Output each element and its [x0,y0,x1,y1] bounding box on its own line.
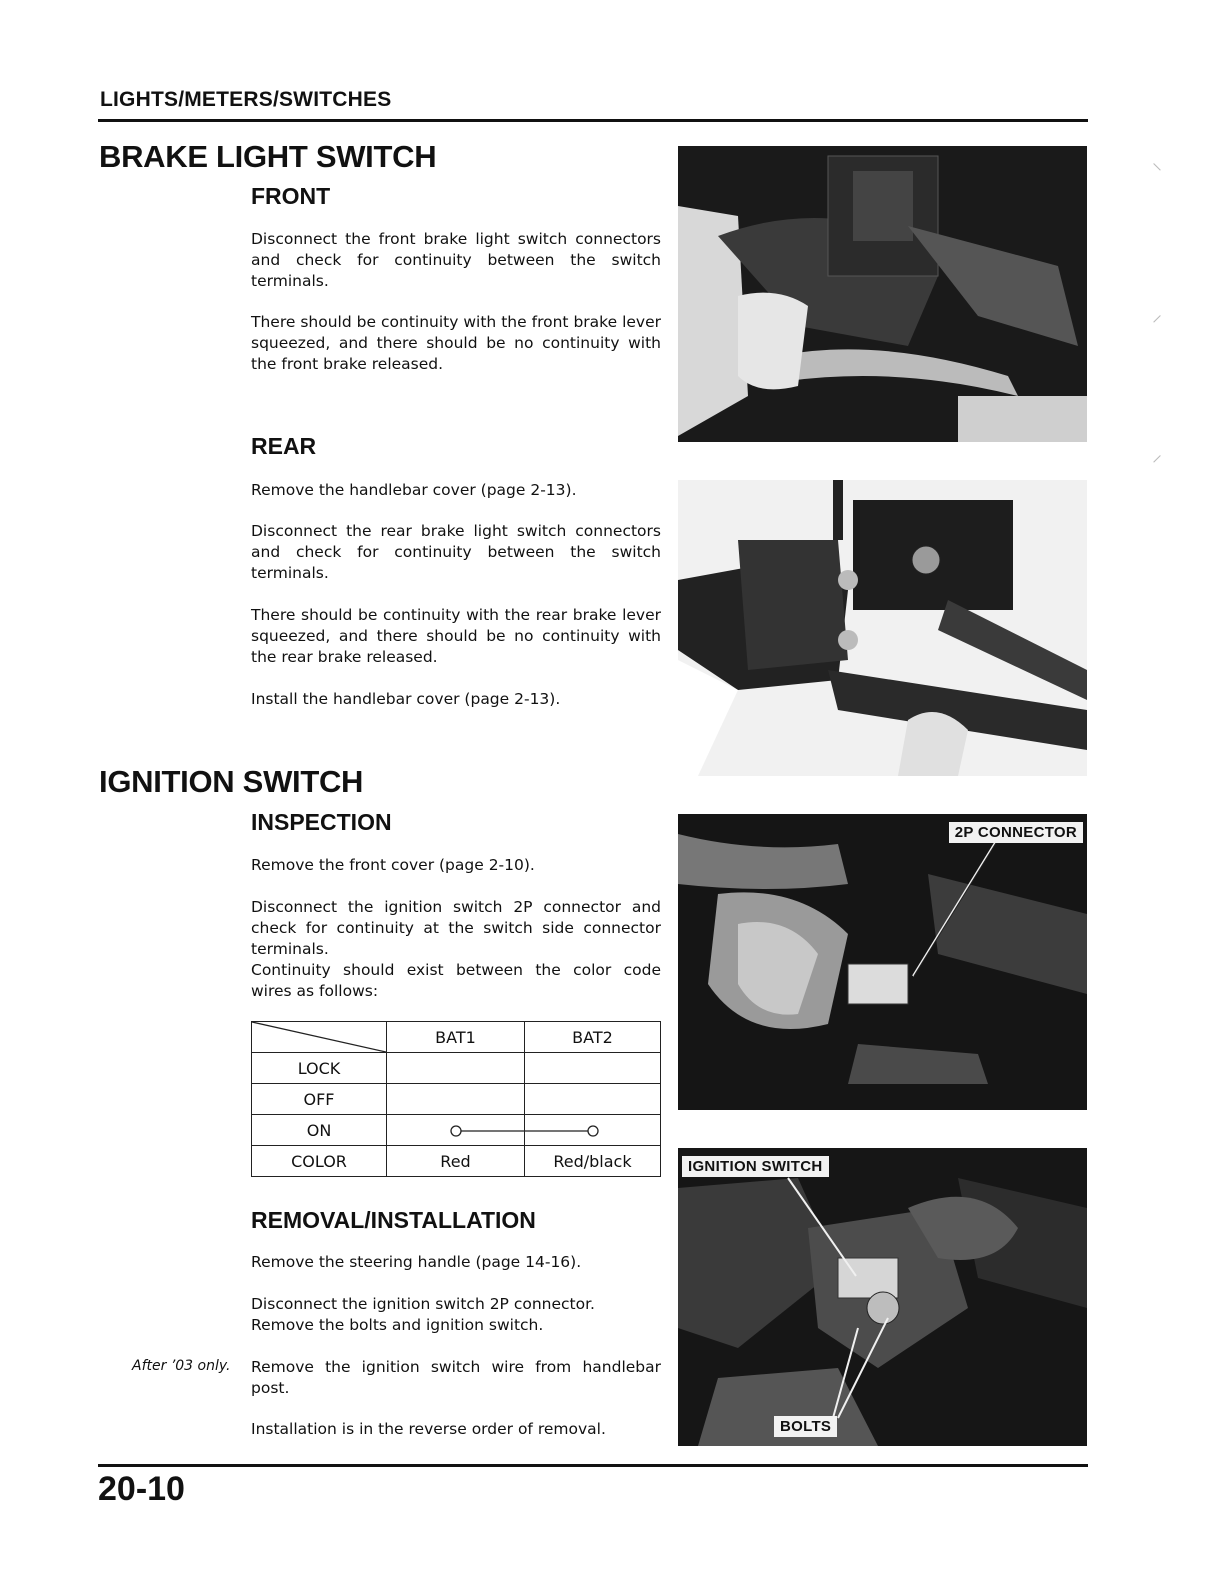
table-cell [525,1053,661,1084]
removal-heading: REMOVAL/INSTALLATION [251,1207,536,1233]
table-cell [525,1084,661,1115]
continuity-terminal-bat2 [525,1115,660,1145]
rear-heading: REAR [251,433,317,459]
ignition-switch-photo [678,1148,1087,1446]
table-row-label: COLOR [252,1146,387,1177]
table-row [252,1146,661,1177]
diagonal-line [252,1022,386,1052]
margin-mark: ⸜ [1152,150,1162,174]
margin-mark: ⸝ [1152,302,1162,326]
header-rule [98,119,1088,122]
front-paragraph-1: Disconnect the front brake light switch connectors and check for continuity between the switch terminals. [251,230,661,290]
table-cell [387,1115,525,1146]
continuity-terminal-bat1 [387,1115,524,1145]
callout-2p-connector: 2P CONNECTOR [949,822,1083,843]
removal-paragraph-1: Remove the steering handle (page 14-16). [251,1253,582,1271]
ignition-switch-title: IGNITION SWITCH [99,764,364,799]
rear-paragraph-1: Remove the handlebar cover (page 2-13). [251,481,577,499]
table-row-label: OFF [252,1084,387,1115]
table-row [252,1115,661,1146]
rear-paragraph-3: There should be continuity with the rear brake lever squeezed, and there should be no continuity with the rear brake released. [251,606,661,666]
rear-paragraph-4: Install the handlebar cover (page 2-13). [251,690,561,708]
table-column-header: BAT2 [525,1022,661,1053]
removal-paragraph-5: Installation is in the reverse order of removal. [251,1420,606,1438]
table-header-row [252,1022,661,1053]
table-cell: Red [387,1146,525,1177]
table-cell [387,1053,525,1084]
table-row [252,1053,661,1084]
table-row-label: LOCK [252,1053,387,1084]
table-column-header: BAT1 [387,1022,525,1053]
table-row-label: ON [252,1115,387,1146]
table-row [252,1084,661,1115]
rear-paragraph-2: Disconnect the rear brake light switch connectors and check for continuity between the switch terminals. [251,522,661,582]
table-cell [525,1115,661,1146]
removal-paragraph-2: Disconnect the ignition switch 2P connector. [251,1295,595,1313]
removal-paragraph-3: Remove the bolts and ignition switch. [251,1316,544,1334]
front-brake-switch-photo [678,146,1087,442]
section-header-title: LIGHTS/METERS/SWITCHES [100,88,392,111]
table-corner-cell [252,1022,387,1053]
side-note: After ’03 only. [132,1358,231,1374]
footer-rule [98,1464,1088,1467]
inspection-paragraph-3: Continuity should exist between the color code wires as follows: [251,961,661,1000]
removal-paragraph-4: Remove the ignition switch wire from handlebar post. [251,1358,661,1397]
page-number: 20-10 [98,1470,185,1508]
table-cell [387,1084,525,1115]
margin-mark: ⸝ [1152,442,1162,466]
callout-ignition-switch: IGNITION SWITCH [682,1156,829,1177]
table-cell: Red/black [525,1146,661,1177]
inspection-paragraph-1: Remove the front cover (page 2-10). [251,856,535,874]
front-heading: FRONT [251,183,331,209]
inspection-heading: INSPECTION [251,809,392,835]
rear-brake-switch-photo [678,480,1087,776]
front-paragraph-2: There should be continuity with the front brake lever squeezed, and there should be no continuity with the front brake released. [251,313,661,373]
ignition-connector-photo [678,814,1087,1110]
callout-bolts: BOLTS [774,1416,837,1437]
inspection-paragraph-2: Disconnect the ignition switch 2P connector and check for continuity at the switch side connector terminals. [251,898,661,958]
continuity-table [251,1021,661,1177]
brake-light-switch-title: BRAKE LIGHT SWITCH [99,139,437,174]
